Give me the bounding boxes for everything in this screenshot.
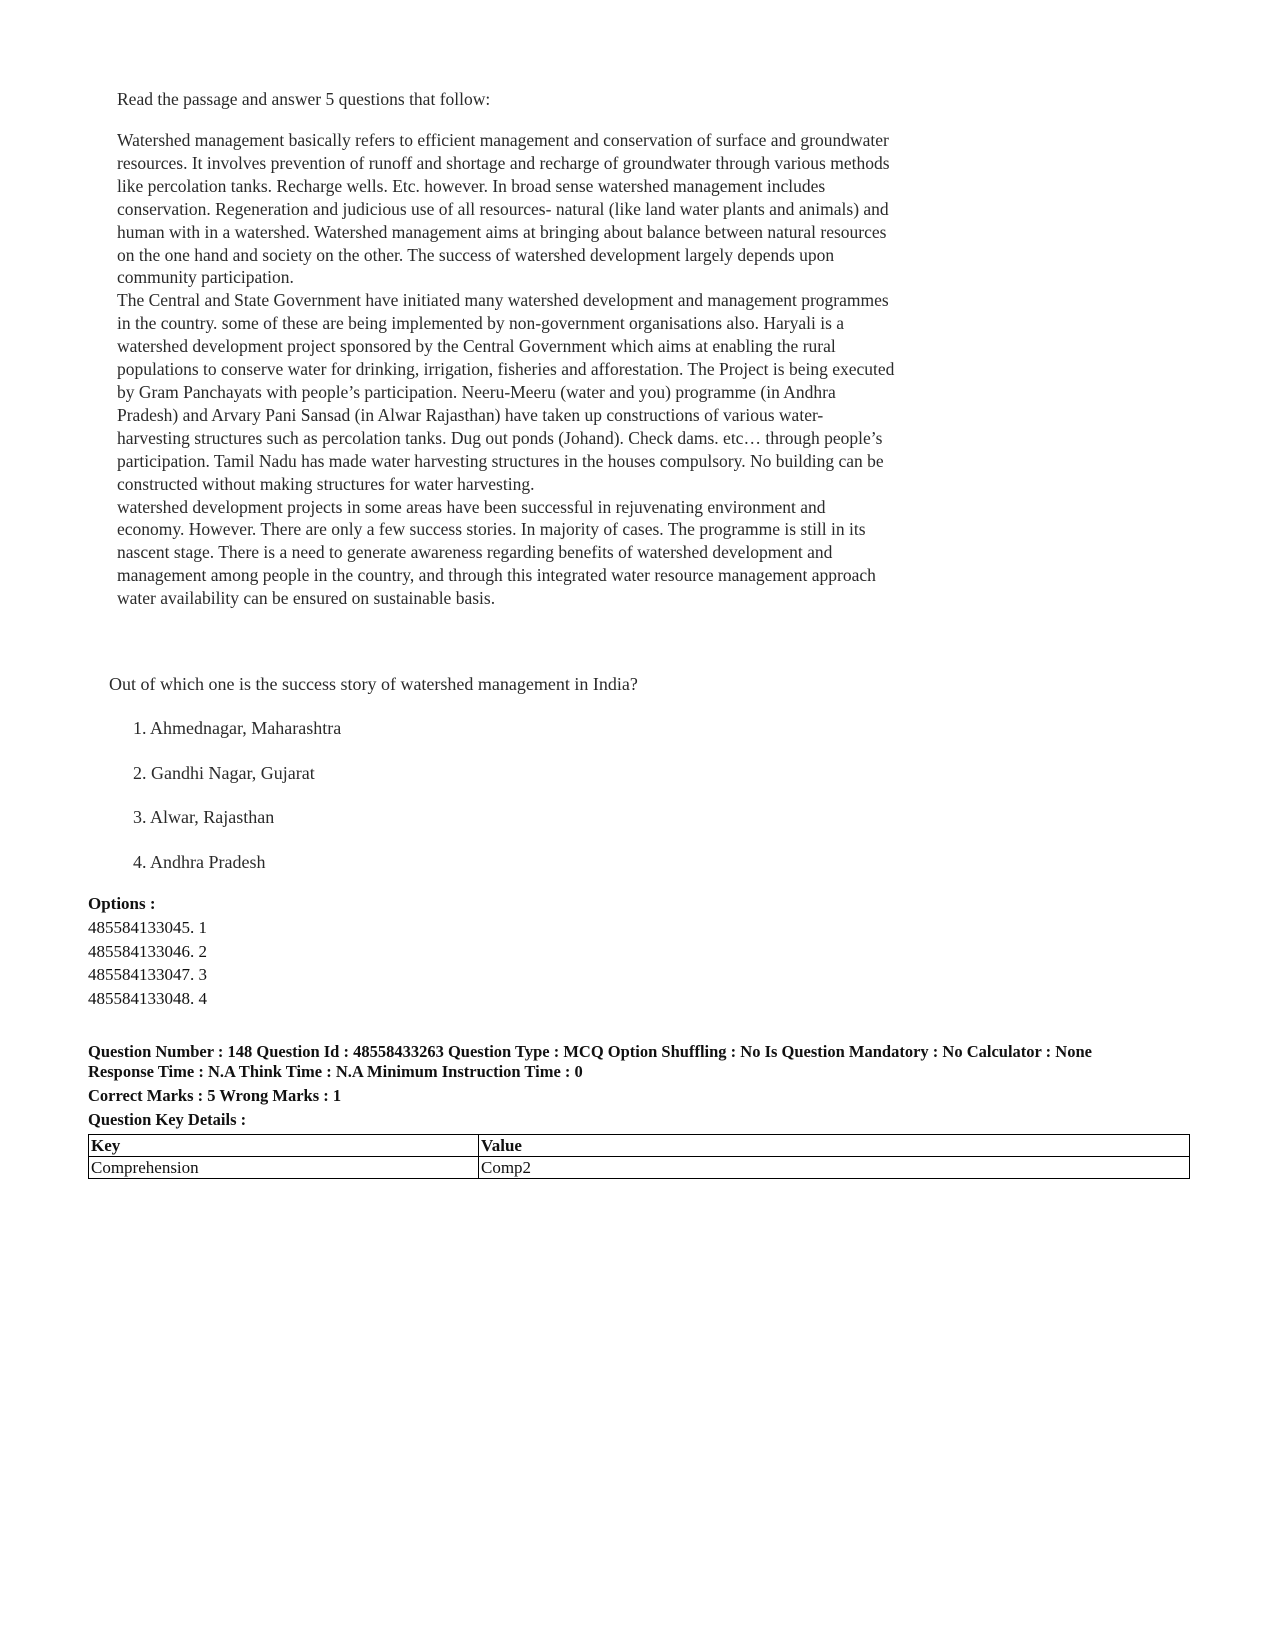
option-item: 485584133046. 2 [88, 941, 207, 961]
passage-line: like percolation tanks. Recharge wells. Etc. however. In broad sense watershed management includes [117, 175, 826, 196]
passage-line: nascent stage. There is a need to generate awareness regarding benefits of watershed development and [117, 542, 833, 563]
passage-line: economy. However. There are only a few success stories. In majority of cases. The programme is still in its [117, 519, 866, 540]
passage-line: human with in a watershed. Watershed management aims at bringing about balance between natural resources [117, 221, 887, 242]
table-header-value: Value [479, 1135, 1190, 1157]
key-details-heading: Question Key Details : [88, 1110, 247, 1129]
table-cell-value: Comp2 [479, 1157, 1190, 1179]
answer-choice: 3. Alwar, Rajasthan [133, 807, 275, 828]
passage-line: watershed development project sponsored by the Central Government which aims at enabling the rural [117, 336, 836, 357]
key-details-table [88, 1134, 1190, 1179]
passage-line: participation. Tamil Nadu has made water harvesting structures in the houses compulsory. No building can be [117, 450, 884, 471]
answer-choices [133, 717, 341, 896]
passage-intro: Read the passage and answer 5 questions that follow: [117, 89, 491, 109]
passage-line: on the one hand and society on the other. The success of watershed development largely depends upon [117, 244, 835, 265]
passage-line: Pradesh) and Arvary Pani Sansad (in Alwar Rajasthan) have taken up constructions of various water- [117, 404, 824, 425]
passage-text [117, 129, 997, 610]
passage-line: populations to conserve water for drinking, irrigation, fisheries and afforestation. The Project is being executed [117, 359, 895, 380]
question-timing-line: Response Time : N.A Think Time : N.A Minimum Instruction Time : 0 [88, 1062, 583, 1081]
passage-line: in the country. some of these are being implemented by non-government organisations also. Haryali is a [117, 313, 845, 334]
table-cell-key: Comprehension [89, 1157, 479, 1179]
passage-line: Watershed management basically refers to efficient management and conservation of surface and groundwater [117, 130, 889, 150]
table-header-key: Key [89, 1135, 479, 1157]
passage-line: community participation. [117, 267, 294, 288]
marks-line: Correct Marks : 5 Wrong Marks : 1 [88, 1086, 342, 1105]
answer-choice: 4. Andhra Pradesh [133, 852, 266, 873]
option-item: 485584133047. 3 [88, 965, 207, 985]
options-list [88, 918, 207, 1013]
passage-line: management among people in the country, and through this integrated water resource management approach [117, 565, 876, 586]
options-heading: Options : [88, 894, 156, 913]
question-text: Out of which one is the success story of watershed management in India? [109, 674, 638, 694]
answer-choice: 1. Ahmednagar, Maharashtra [133, 718, 342, 738]
question-meta-line: Question Number : 148 Question Id : 48558433263 Question Type : MCQ Option Shuffling : No Is Question Mandatory : No Calculator : None [88, 1042, 1092, 1061]
passage-line: constructed without making structures for water harvesting. [117, 473, 535, 494]
passage-line: water availability can be ensured on sustainable basis. [117, 588, 496, 609]
passage-line: watershed development projects in some areas have been successful in rejuvenating environment and [117, 496, 826, 517]
option-item: 485584133048. 4 [88, 989, 207, 1009]
passage-line: harvesting structures such as percolation tanks. Dug out ponds (Johand). Check dams. etc… through people’s [117, 427, 883, 448]
answer-choice: 2. Gandhi Nagar, Gujarat [133, 762, 315, 783]
passage-line: conservation. Regeneration and judicious use of all resources- natural (like land water plants and animals) and [117, 198, 889, 219]
passage-line: by Gram Panchayats with people’s participation. Neeru-Meeru (water and you) programme (in Andhra [117, 381, 836, 402]
table-row [89, 1157, 1190, 1179]
option-item: 485584133045. 1 [88, 918, 207, 937]
passage-line: The Central and State Government have initiated many watershed development and management programmes [117, 290, 889, 311]
passage-line: resources. It involves prevention of runoff and shortage and recharge of groundwater through various methods [117, 152, 890, 173]
table-header-row [89, 1135, 1190, 1157]
